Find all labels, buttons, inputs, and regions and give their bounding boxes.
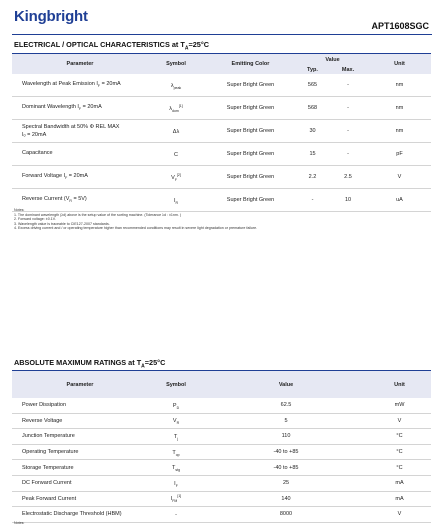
cell-unit: °C xyxy=(396,433,403,440)
cell-typ: 565 xyxy=(307,82,318,88)
table-row xyxy=(12,429,431,445)
symbol-subscript: j xyxy=(177,436,179,441)
absolute-notes-label: Notes: xyxy=(14,521,25,525)
col-value: Value xyxy=(204,371,368,399)
table-row xyxy=(12,120,431,143)
cell-typ: 30 xyxy=(309,128,316,134)
cell-value: -40 to +85 xyxy=(273,464,299,471)
cell-unit: V xyxy=(397,174,402,180)
note-line: 1. The dominant wavelength (λd) above is the setup value of the sorting machine. (Tolerance λd : ±1nm. ) xyxy=(14,212,182,217)
cell-max: - xyxy=(347,105,349,111)
table-row xyxy=(12,166,431,189)
parameter-suffix: = 20mA xyxy=(67,173,88,180)
symbol-subscript: FM xyxy=(172,499,178,504)
cell-parameter: Reverse Voltage xyxy=(22,417,63,424)
symbol-subscript: R xyxy=(176,421,180,426)
cell-unit: V xyxy=(397,511,402,518)
note-line: 2. Forward voltage: ±0.1V. xyxy=(14,217,56,222)
cell-value: 5 xyxy=(284,417,288,424)
cell-symbol xyxy=(148,429,204,445)
col-symbol: Symbol xyxy=(148,371,204,399)
symbol-text: V xyxy=(171,174,175,181)
cell-parameter xyxy=(12,120,148,143)
cell-unit: mA xyxy=(395,480,404,487)
absolute-ratings-table xyxy=(12,370,431,523)
cell-parameter: DC Forward Current xyxy=(22,480,72,487)
cell-parameter xyxy=(12,97,148,120)
cell-symbol xyxy=(148,97,204,120)
parameter-text: Spectral Bandwidth at 50% Φ REL MAX xyxy=(22,124,120,131)
symbol-subscript: stg xyxy=(175,468,181,473)
cell-typ: 568 xyxy=(307,105,318,111)
parameter-subscript: F xyxy=(65,176,68,181)
cell-value: 110 xyxy=(281,433,291,440)
cell-parameter: Power Dissipation xyxy=(22,402,67,409)
cell-unit: °C xyxy=(396,464,403,471)
cell-symbol xyxy=(148,475,204,491)
cell-emitting-color: Super Bright Green xyxy=(226,82,275,88)
brand-logo: Kingbright xyxy=(14,8,88,25)
table-row xyxy=(12,74,431,97)
electrical-notes xyxy=(14,208,394,231)
table-row xyxy=(12,475,431,491)
parameter-text: Reverse Current (V xyxy=(22,196,70,203)
symbol-subscript: peak xyxy=(173,85,182,90)
header-rule xyxy=(12,34,432,35)
cell-symbol xyxy=(148,74,204,97)
symbol-superscript: [1] xyxy=(178,103,183,108)
electrical-section-title: ELECTRICAL / OPTICAL CHARACTERISTICS at $T_A=25^\circ C$ xyxy=(14,40,210,52)
cell-typ: - xyxy=(311,197,314,203)
symbol-superscript: [1] xyxy=(177,494,182,499)
cell-typ: 2.2 xyxy=(308,174,317,180)
symbol-text: I xyxy=(170,496,173,503)
table-row xyxy=(12,97,431,120)
cell-max: 2.5 xyxy=(344,174,352,180)
col-unit: Unit xyxy=(368,54,431,75)
cell-emitting-color: Super Bright Green xyxy=(226,151,275,157)
cell-symbol xyxy=(148,143,204,166)
symbol-text: I xyxy=(173,197,176,204)
symbol-subscript: F xyxy=(174,177,177,182)
cell-value: 8000 xyxy=(279,511,293,518)
cell-parameter: Peak Forward Current xyxy=(22,495,77,502)
cell-unit: °C xyxy=(396,449,403,456)
cell-unit: nm xyxy=(395,105,404,111)
table-row xyxy=(12,444,431,460)
cell-max: 10 xyxy=(344,197,352,203)
symbol-text: P xyxy=(172,402,177,409)
symbol-text: V xyxy=(172,418,177,425)
electrical-table xyxy=(12,53,431,212)
cell-symbol xyxy=(148,166,204,189)
cell-parameter xyxy=(12,74,148,97)
col-parameter: Parameter xyxy=(12,371,148,399)
symbol-text: T xyxy=(171,465,176,472)
cell-typ: 15 xyxy=(309,151,316,157)
table-row xyxy=(12,413,431,429)
cell-emitting-color: Super Bright Green xyxy=(226,174,275,180)
cell-symbol xyxy=(148,491,204,507)
parameter-suffix: = 20mA xyxy=(81,104,102,111)
part-number: APT1608SGC xyxy=(371,21,429,31)
cell-parameter: Junction Temperature xyxy=(22,433,75,440)
symbol-text: I xyxy=(174,480,176,487)
cell-value: 25 xyxy=(282,480,290,487)
parameter-text: Dominant Wavelength I xyxy=(22,104,79,111)
cell-symbol xyxy=(148,120,204,143)
symbol-text: λ xyxy=(169,105,173,112)
cell-parameter xyxy=(12,166,148,189)
col-symbol: Symbol xyxy=(148,54,204,75)
parameter-text: Capacitance xyxy=(22,150,53,157)
symbol-subscript: op xyxy=(175,452,180,457)
cell-parameter: Operating Temperature xyxy=(22,449,79,456)
symbol-subscript: D xyxy=(176,405,180,410)
cell-emitting-color: Super Bright Green xyxy=(226,197,275,203)
cell-parameter: Electrostatic Discharge Threshold (HBM) xyxy=(22,511,122,518)
cell-unit: uA xyxy=(396,197,403,203)
cell-value: -40 to +85 xyxy=(273,449,299,456)
cell-max: - xyxy=(347,128,349,134)
symbol-subscript: F xyxy=(175,483,178,488)
col-emitting-color: Emitting Color xyxy=(204,54,297,75)
cell-value: 62.5 xyxy=(280,402,292,409)
symbol-text: Δλ xyxy=(172,128,180,135)
col-parameter: Parameter xyxy=(12,54,148,75)
cell-max: - xyxy=(347,151,349,157)
parameter-subscript: F xyxy=(78,107,82,112)
cell-value: 140 xyxy=(281,495,291,502)
cell-unit: nm xyxy=(395,82,404,88)
note-line: 3. Wavelength value is traceable to CIE127-2007 standards. xyxy=(14,221,110,226)
col-unit: Unit xyxy=(368,371,431,399)
symbol-text: T xyxy=(173,433,178,440)
cell-emitting-color: Super Bright Green xyxy=(226,128,275,134)
symbol-subscript: R xyxy=(175,200,179,205)
table-row xyxy=(12,460,431,476)
col-max: Max. xyxy=(328,65,368,74)
parameter-text: Wavelength at Peak Emission I xyxy=(22,81,98,88)
cell-unit: V xyxy=(397,417,402,424)
col-value: Value xyxy=(297,54,368,66)
table-row xyxy=(12,507,431,523)
parameter-subscript: F xyxy=(97,84,101,89)
cell-unit: pF xyxy=(396,151,403,157)
cell-parameter xyxy=(12,143,148,166)
parameter-text: Forward Voltage I xyxy=(22,173,66,180)
cell-unit: mW xyxy=(394,402,405,409)
symbol-subscript: dom xyxy=(172,108,179,113)
symbol-text: T xyxy=(172,449,176,456)
cell-symbol xyxy=(148,413,204,429)
note-line: Notes: xyxy=(14,208,25,212)
symbol-text: λ xyxy=(170,82,174,89)
note-line: 4. Excess driving current and / or operating temperature higher than recommended conditions may result in severe light degradation or premature failure. xyxy=(14,226,258,231)
table-row xyxy=(12,398,431,413)
parameter-line2: Iₒ = 20mA xyxy=(22,131,47,138)
cell-symbol xyxy=(148,460,204,476)
table-row xyxy=(12,143,431,166)
cell-max: - xyxy=(347,82,349,88)
cell-symbol xyxy=(148,507,204,523)
cell-symbol xyxy=(148,444,204,460)
parameter-subscript: R xyxy=(69,199,72,204)
symbol-text: - xyxy=(175,511,177,518)
col-typ: Typ. xyxy=(297,65,328,74)
cell-unit: mA xyxy=(395,495,404,502)
table-row xyxy=(12,491,431,507)
cell-emitting-color: Super Bright Green xyxy=(226,105,275,111)
symbol-superscript: [2] xyxy=(176,172,181,177)
absolute-section-title: ABSOLUTE MAXIMUM RATINGS at $T_A=25^\circ C$ xyxy=(14,358,166,370)
cell-unit: nm xyxy=(395,128,404,134)
parameter-suffix: = 20mA xyxy=(100,81,121,88)
cell-parameter: Storage Temperature xyxy=(22,464,74,471)
cell-symbol xyxy=(148,398,204,413)
parameter-suffix: = 5V) xyxy=(71,196,87,203)
symbol-text: C xyxy=(174,151,178,158)
